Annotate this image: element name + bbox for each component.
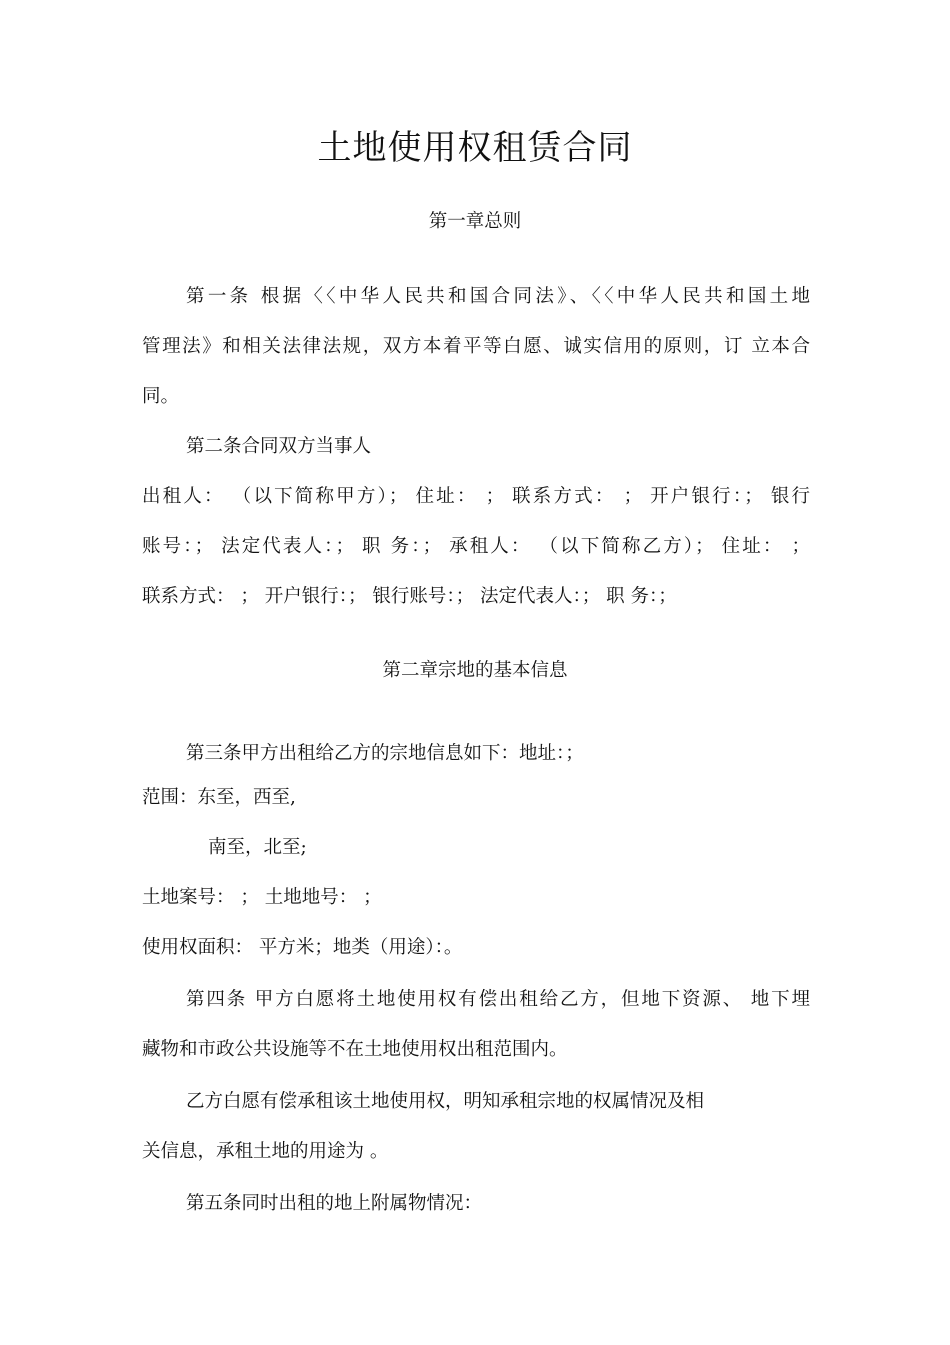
article-3-south-north-line: 南至，北至; [208, 837, 307, 858]
article-5-line-1: 第五条同时出租的地上附属物情况： [186, 1193, 483, 1214]
article-1-line-1: 第一条 根据〈〈中华人民共和国合同法》、〈〈中华人民共和国土地 [186, 286, 810, 307]
article-3-range-line: 范围：东至，西至, [142, 787, 296, 808]
article-4-line-3: 乙方白愿有偿承租该土地使用权，明知承租宗地的权属情况及相 [186, 1091, 705, 1112]
article-1-line-3: 同。 [142, 386, 180, 407]
chapter-heading-1: 第一章总则 [428, 211, 522, 232]
article-1-line-2: 管理法》和相关法律法规，双方本着平等白愿、诚实信用的原则，订 立本合 [142, 336, 810, 357]
parties-line-3: 联系方式： ； 开户银行：； 银行账号：； 法定代表人：； 职 务：； [142, 586, 677, 607]
article-2-heading: 第二条合同双方当事人 [186, 436, 372, 457]
parties-line-1: 出租人： （以下简称甲方）； 住址： ； 联系方式： ； 开户银行：； 银行 [142, 486, 810, 507]
article-3-area-line: 使用权面积： 平方米；地类（用途）：。 [142, 937, 463, 958]
article-4-line-1: 第四条 甲方白愿将土地使用权有偿出租给乙方，但地下资源、 地下埋 [186, 989, 810, 1010]
article-3-land-number-line: 土地案号： ； 土地地号： ； [142, 887, 382, 908]
parties-line-2: 账号：； 法定代表人：； 职 务：； 承租人： （以下简称乙方）； 住址： ； [142, 536, 810, 557]
chapter-heading-2: 第二章宗地的基本信息 [382, 660, 568, 681]
article-3-line-1: 第三条甲方出租给乙方的宗地信息如下：地址：； [186, 743, 584, 764]
article-4-line-2: 藏物和市政公共设施等不在土地使用权出租范围内。 [142, 1039, 568, 1060]
article-4-line-4: 关信息，承租土地的用途为 。 [142, 1141, 389, 1162]
document-title: 土地使用权租赁合同 [317, 128, 633, 168]
